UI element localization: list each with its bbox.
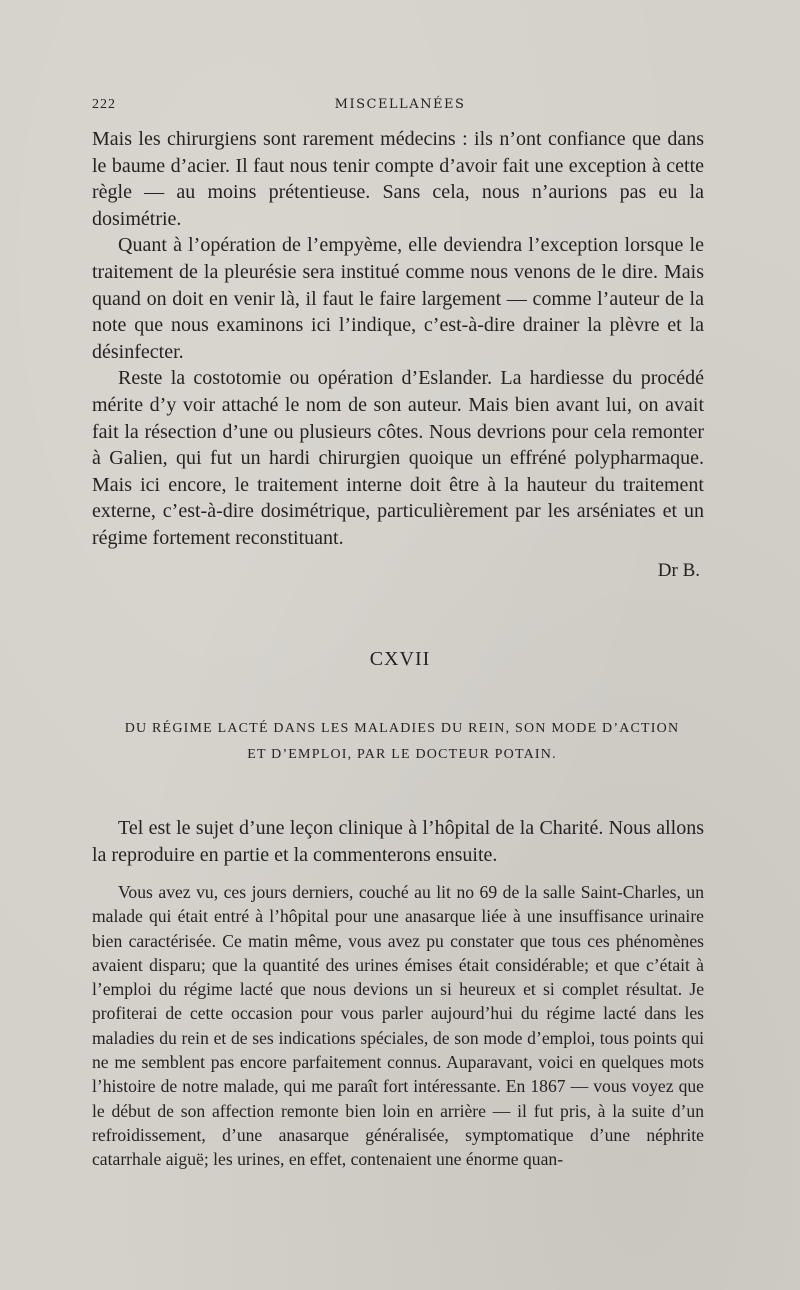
- chapter-number: CXVII: [369, 648, 431, 670]
- chapter-title: [92, 716, 712, 768]
- intro-paragraph: Tel est le sujet d’une leçon clinique à l’hôpital de la Charité. Nous allons la reproduire en partie et la commenterons ensuite.: [92, 817, 704, 866]
- paragraph-1: Mais les chirurgiens sont rarement médecins : ils n’ont confiance que dans le baume d’acier. Il faut nous tenir compte d’avoir fait une exception à cette règle — au moins prétentieuse. Sans cela, nous n’aurions pas eu la dosimétrie.: [92, 128, 704, 230]
- chapter-title-line-2: ET D’EMPLOI, PAR LE DOCTEUR POTAIN.: [247, 747, 557, 762]
- running-head: MISCELLANÉES: [334, 97, 466, 112]
- paragraph-2: Quant à l’opération de l’empyème, elle deviendra l’exception lorsque le traitement de la pleurésie sera institué comme nous venons de le dire. Mais quand on doit en venir là, il faut le faire largement — comme l’auteur de la note que nous examinons ici l’indique, c’est-à-dire drainer la plèvre et la désinfecter.: [92, 234, 704, 363]
- page-header: [92, 97, 708, 117]
- signature: Dr B.: [657, 560, 700, 581]
- section-1-text: [92, 126, 704, 552]
- quoted-lecture-paragraph: Vous avez vu, ces jours derniers, couché au lit no 69 de la salle Saint-Charles, un malade qui était entré à l’hôpital pour une anasarque liée à une insuffisance urinaire bien caractérisée. Ce matin même, vous avez pu constater que tous ces phénomènes avaient disparu; que la quantité des urines émises était considérable; et que c’était à l’emploi du régime lacté que nous devions un si heureux et si complet résultat. Je profiterai de cette occasion pour vous parler aujourd’hui du régime lacté dans les maladies du rein et de ses indications spéciales, de son mode d’emploi, tous points qui ne me semblent pas encore parfaitement connus. Auparavant, voici en quelques mots l’histoire de notre malade, qui me paraît fort intéressante. En 1867 — vous voyez que le début de son affection remonte bien loin en arrière — il fut pris, à la suite d’un refroidissement, d’une anasarque généralisée, symptomatique d’une néphrite catarrhale aiguë; les urines, en effet, contenaient une énorme quan-: [92, 882, 704, 1170]
- chapter-title-line-1: DU RÉGIME LACTÉ DANS LES MALADIES DU REIN, SON MODE D’ACTION: [124, 721, 680, 736]
- page-number: 222: [92, 97, 116, 112]
- paragraph-3: Reste la costotomie ou opération d’Eslander. La hardiesse du procédé mérite d’y voir attaché le nom de son auteur. Mais bien avant lui, on avait fait la résection d’une ou plusieurs côtes. Nous devrions pour cela remonter à Galien, qui fut un hardi chirurgien quoique un effréné polypharmaque. Mais ici encore, le traitement interne doit être à la hauteur du traitement externe, c’est-à-dire dosimétrique, particulièrement par les arséniates et un régime fortement reconstituant.: [92, 367, 704, 549]
